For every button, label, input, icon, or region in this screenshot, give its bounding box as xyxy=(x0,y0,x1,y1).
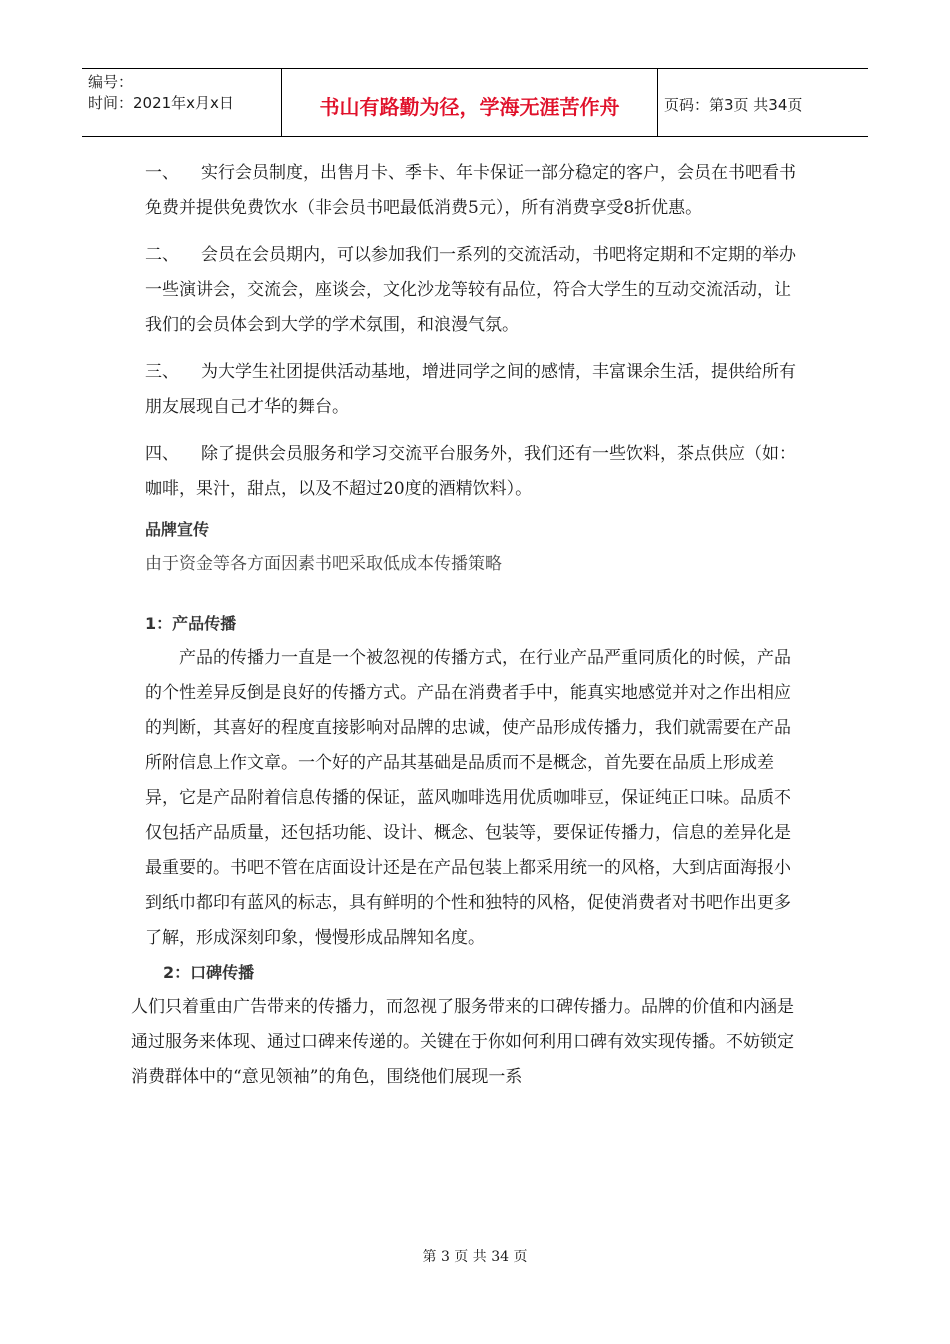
item-text: 会员在会员期内，可以参加我们一系列的交流活动，书吧将定期和不定期的举办一些演讲会，交流会，座谈会，文化沙龙等较有品位，符合大学生的互动交流活动，让我们的会员体会到大学的学术氛围，和浪漫气氛。 xyxy=(145,245,796,335)
time-label: 时间：2021年x月x日 xyxy=(88,94,234,112)
item-number: 四、 xyxy=(145,444,179,464)
code-label: 编号： xyxy=(88,73,134,91)
brand-lead: 由于资金等各方面因素书吧采取低成本传播策略 xyxy=(145,554,502,574)
item-number: 一、 xyxy=(145,163,179,183)
brand-heading: 品牌宣传 xyxy=(145,520,210,539)
section-1-heading: 1：产品传播 xyxy=(145,614,237,633)
list-item xyxy=(145,355,805,425)
document-body xyxy=(131,156,805,1095)
header-meta xyxy=(82,69,282,136)
page-footer: 第 3 页 共 34 页 xyxy=(422,1249,528,1265)
item-number: 三、 xyxy=(145,362,179,382)
section-2-heading: 2：口碑传播 xyxy=(163,963,255,982)
item-text: 除了提供会员服务和学习交流平台服务外，我们还有一些饮料，茶点供应（如：咖啡，果汁，甜点，以及不超过20度的酒精饮料）。 xyxy=(145,444,796,499)
section-2-text: 人们只着重由广告带来的传播力，而忽视了服务带来的口碑传播力。品牌的价值和内涵是通过服务来体现、通过口碑来传递的。关键在于你如何利用口碑有效实现传播。不妨锁定消费群体中的“意见领袖”的角色，围绕他们展现一系 xyxy=(131,997,794,1087)
list-item xyxy=(145,238,805,343)
item-number: 二、 xyxy=(145,245,179,265)
item-text: 为大学生社团提供活动基地，增进同学之间的感情，丰富课余生活，提供给所有朋友展现自己才华的舞台。 xyxy=(145,362,796,417)
section-1-text: 产品的传播力一直是一个被忽视的传播方式，在行业产品严重同质化的时候，产品的个性差异反倒是良好的传播方式。产品在消费者手中，能真实地感觉并对之作出相应的判断，其喜好的程度直接影响对品牌的忠诚，使产品形成传播力，我们就需要在产品所附信息上作文章。一个好的产品其基础是品质而不是概念，首先要在品质上形成差异，它是产品附着信息传播的保证，蓝风咖啡选用优质咖啡豆，保证纯正口味。品质不仅包括产品质量，还包括功能、设计、概念、包装等，要保证传播力，信息的差异化是最重要的。书吧不管在店面设计还是在产品包装上都采用统一的风格，大到店面海报小到纸巾都印有蓝风的标志，具有鲜明的个性和独特的风格，促使消费者对书吧作出更多了解，形成深刻印象，慢慢形成品牌知名度。 xyxy=(145,648,791,948)
page-header xyxy=(82,68,868,137)
header-motto: 书山有路勤为径，学海无涯苦作舟 xyxy=(282,69,658,136)
item-text: 实行会员制度，出售月卡、季卡、年卡保证一部分稳定的客户，会员在书吧看书免费并提供免费饮水（非会员书吧最低消费5元），所有消费享受8折优惠。 xyxy=(145,163,796,218)
list-item xyxy=(145,156,805,226)
list-item xyxy=(145,437,805,507)
header-page-label: 页码：第3页 共34页 xyxy=(664,96,803,114)
